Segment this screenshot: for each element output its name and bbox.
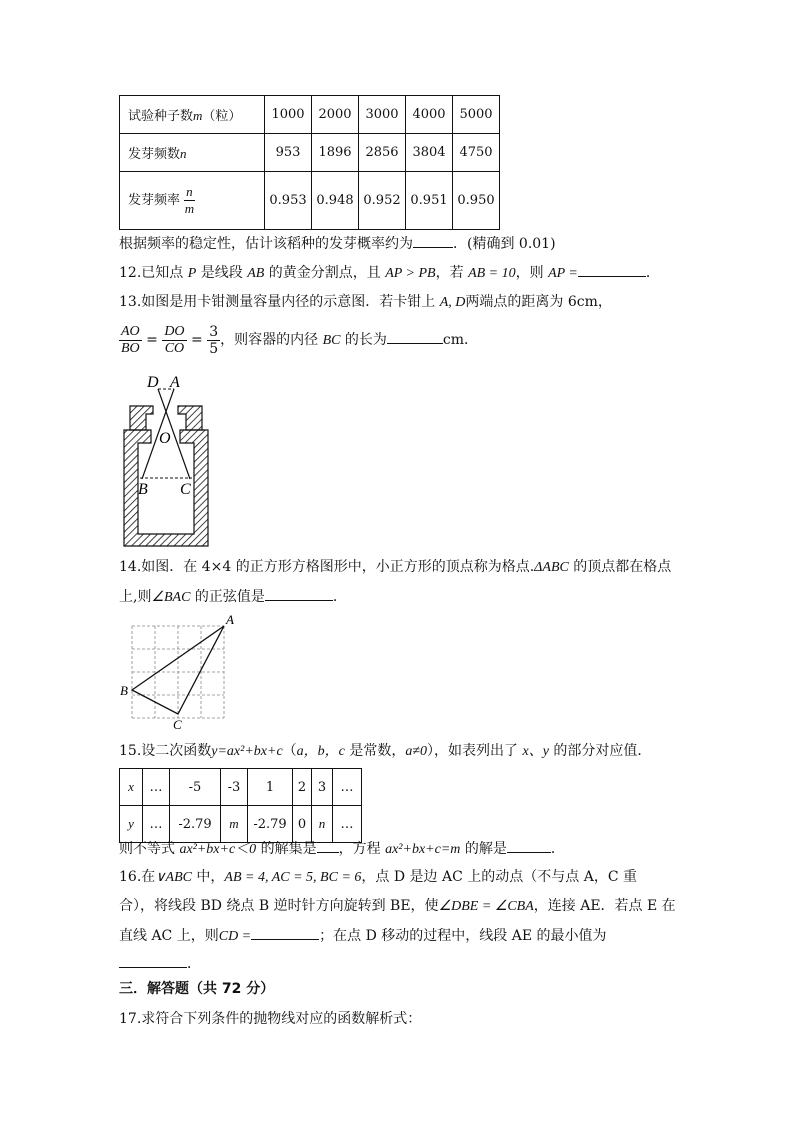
answer-blank: [265, 586, 333, 601]
table-cell: 3804: [406, 134, 453, 172]
table-cell: x: [120, 769, 143, 806]
question-15-tail: 则不等式 ax²+bx+c＜0 的解集是 ，方程 ax²+bx+c=m 的解是 ．: [119, 838, 565, 860]
question-13-line2: $\frac{AO}{BO}$ = $\frac{DO}{CO}$ = $\frac{3}{5}$ ，则容器的内径 BC 的长为 cm．: [121, 323, 479, 357]
xy-table: [119, 768, 362, 843]
table-cell: 0: [293, 806, 312, 843]
germ-rate-header: 发芽频率 $\frac{n}{m}$: [120, 172, 265, 230]
table-cell: 3000: [359, 96, 406, 134]
answer-blank: [413, 233, 453, 248]
table-cell: 2000: [312, 96, 359, 134]
table-cell: 0.953: [265, 172, 312, 230]
label-a: A: [170, 374, 180, 391]
label-c: C: [173, 717, 182, 732]
grid: [132, 626, 224, 718]
table-cell: …: [143, 806, 170, 843]
table-cell: …: [333, 806, 362, 843]
grid-triangle-figure: [118, 612, 240, 734]
question-16-line3: 直线 AC 上，则CD = ；在点 D 移动的过程中，线段 AE 的最小值为: [119, 925, 607, 947]
germ-count-header: 发芽频数n: [120, 134, 265, 172]
table-cell: …: [333, 769, 362, 806]
section-heading: 三．解答题（共 72 分）: [119, 981, 275, 997]
table-cell: 4000: [406, 96, 453, 134]
table-cell: 0.952: [359, 172, 406, 230]
question-14-line1: 14.如图．在 4×4 的正方形方格图形中，小正方形的顶点称为格点.ΔABC 的顶点都在格点: [119, 559, 672, 575]
table-cell: m: [221, 806, 248, 843]
table-cell: 4750: [453, 134, 500, 172]
table-cell: 0.951: [406, 172, 453, 230]
table-cell: 1000: [265, 96, 312, 134]
table-cell: n: [312, 806, 333, 843]
label-o: O: [159, 430, 171, 447]
answer-blank: [507, 838, 551, 853]
answer-blank: [578, 262, 646, 277]
label-c: C: [180, 481, 191, 498]
answer-blank: [387, 329, 443, 344]
label-a: A: [226, 612, 234, 627]
table-cell: 3: [312, 769, 333, 806]
table-cell: 953: [265, 134, 312, 172]
table-cell: -5: [170, 769, 221, 806]
table-cell: 1: [248, 769, 293, 806]
table-cell: …: [143, 769, 170, 806]
table-cell: 2: [293, 769, 312, 806]
table-cell: 1896: [312, 134, 359, 172]
question-16-line1: 16.在∨ABC 中，AB = 4, AC = 5, BC = 6，点 D 是边 AC 上的动点（不与点 A，C 重: [119, 869, 637, 885]
answer-blank: [251, 925, 319, 940]
table-cell: 0.950: [453, 172, 500, 230]
table-cell: y: [120, 806, 143, 843]
label-b: B: [120, 683, 128, 698]
seed-table: [119, 95, 500, 230]
caliper-figure: [118, 368, 218, 550]
question-17: 17.求符合下列条件的抛物线对应的函数解析式：: [119, 1011, 422, 1027]
triangle-abc: [132, 626, 224, 714]
container-lug-right: [178, 406, 202, 430]
question-13-line1: 13.如图是用卡钳测量容量内径的示意图．若卡钳上 A, D两端点的距离为 6cm，: [119, 294, 612, 310]
table-cell: 5000: [453, 96, 500, 134]
table-cell: 0.948: [312, 172, 359, 230]
label-b: B: [138, 481, 148, 498]
question-16-line2: 合），将线段 BD 绕点 B 逆时针方向旋转到 BE，使∠DBE = ∠CBA，连接 AE．若点 E 在: [119, 898, 676, 914]
answer-blank: [317, 838, 339, 853]
table-cell: 2856: [359, 134, 406, 172]
table-cell: -2.79: [248, 806, 293, 843]
answer-blank: [119, 953, 187, 968]
question-14-line2: 上,则∠BAC 的正弦值是 ．: [119, 586, 347, 608]
container-wall: [124, 430, 208, 546]
q11-tail: 根据频率的稳定性，估计该稻种的发芽概率约为 ．(精确到 0.01): [119, 233, 556, 254]
seed-count-header: 试验种子数m（粒）: [120, 96, 265, 134]
label-d: D: [147, 374, 159, 391]
question-16-line4: ．: [119, 953, 201, 974]
question-15: 15.设二次函数y=ax²+bx+c（a，b，c 是常数，a≠0），如表列出了 x、y 的部分对应值．: [119, 743, 652, 759]
table-cell: -2.79: [170, 806, 221, 843]
table-cell: -3: [221, 769, 248, 806]
question-12: 12.已知点 P 是线段 AB 的黄金分割点，且 AP > PB，若 AB = 10，则 AP = ．: [119, 262, 660, 284]
container-lug-left: [130, 406, 153, 430]
